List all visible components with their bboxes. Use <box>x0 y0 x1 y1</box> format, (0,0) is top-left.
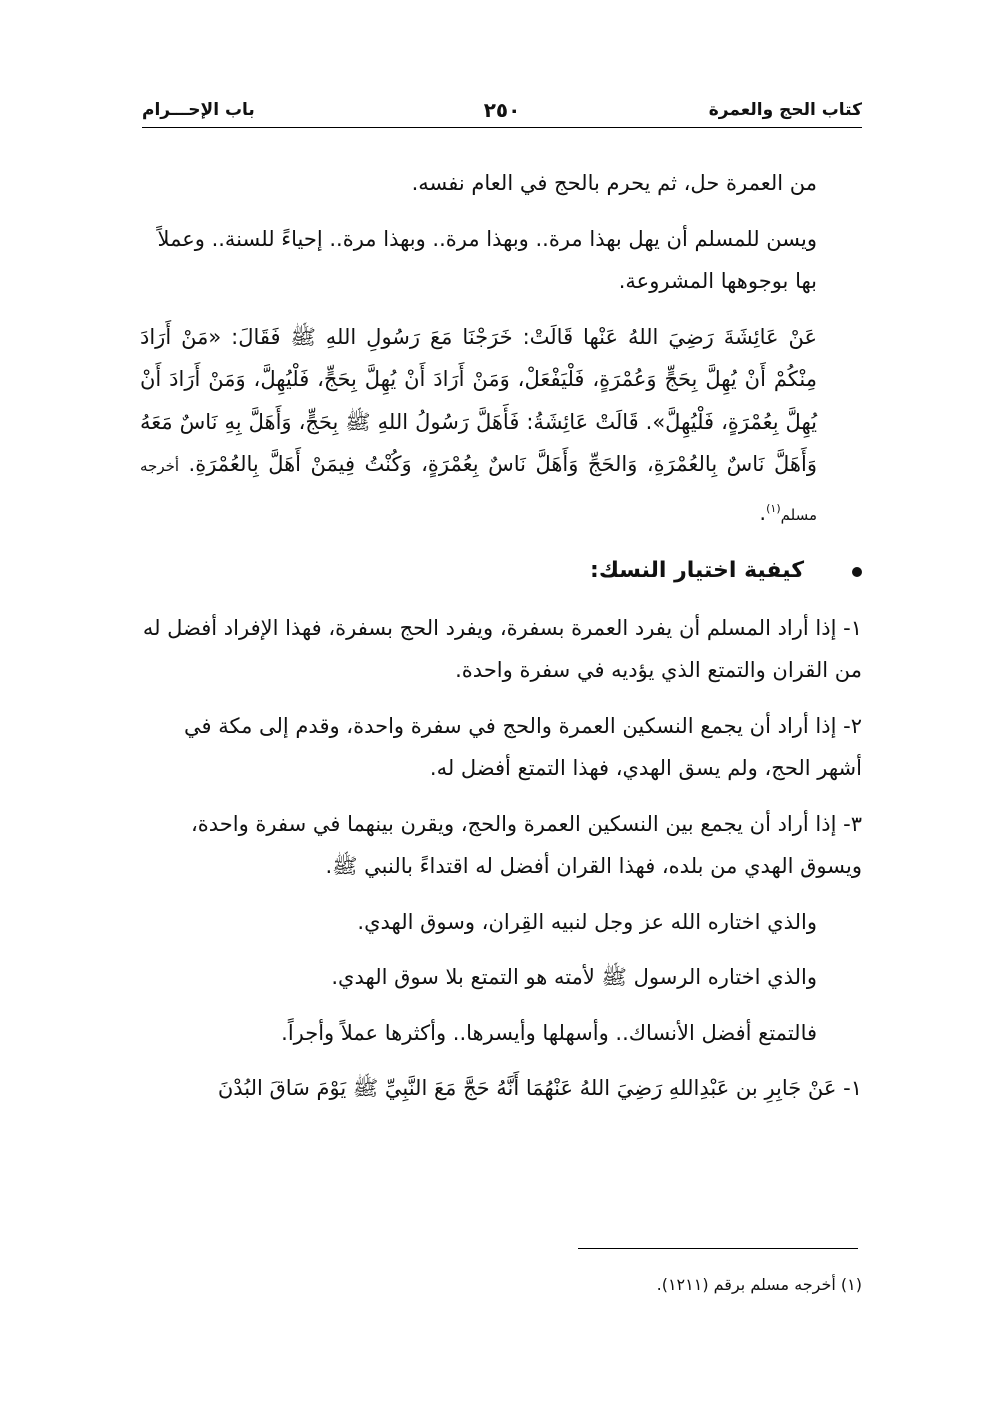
body-text <box>140 162 862 1110</box>
book-title: كتاب الحج والعمرة <box>708 100 862 120</box>
list-item-2-number: ٢- <box>836 713 862 738</box>
list-item-2 <box>140 705 862 790</box>
page-number: ٢٥٠ <box>483 98 521 122</box>
bullet-icon <box>852 567 862 577</box>
hadith-aisha-text: عَنْ عَائِشَةَ رَضِيَ اللهُ عَنْها قَالَتْ: خَرَجْنَا مَعَ رَسُولِ اللهِ ﷺ فَقَالَ: «مَنْ أَرَادَ مِنْكُمْ أَنْ يُهِلَّ بِحَجٍّ وَعُمْرَةٍ، فَلْيَفْعَلْ، وَمَنْ أَرَادَ أَنْ يُهِلَّ بِحَجٍّ، فَلْيُهِلَّ، وَمَنْ أَرَادَ أَنْ يُهِلَّ بِعُمْرَةٍ، فَلْيُهِلَّ». قَالَتْ عَائِشَةُ: فَأَهَلَّ رَسُولُ اللهِ ﷺ بِحَجٍّ، وَأَهَلَّ بِهِ نَاسٌ مَعَهُ وَأَهَلَّ نَاسٌ بِالعُمْرَةِ، وَالحَجِّ وَأَهَلَّ نَاسٌ بِعُمْرَةٍ، وَكُنْتُ فِيمَنْ أَهَلَّ بِالعُمْرَةِ. <box>140 324 817 476</box>
footnote-divider <box>578 1248 858 1249</box>
hadith-aisha <box>140 316 862 537</box>
paragraph-2: ويسن للمسلم أن يهل بهذا مرة.. وبهذا مرة.. وبهذا مرة.. إحياءً للسنة.. وعملاً بها بوجوهها المشروعة. <box>157 226 817 293</box>
list-item-1 <box>140 607 862 692</box>
header-divider <box>142 127 862 128</box>
chapter-title: باب الإحـــرام <box>142 100 255 120</box>
hadith-aisha-end: . <box>759 500 767 525</box>
list-item-1-text: إذا أراد المسلم أن يفرد العمرة بسفرة، ويفرد الحج بسفرة، فهذا الإفراد أفضل له من القران والتمتع الذي يؤديه في سفرة واحدة. <box>142 615 862 682</box>
paragraph-5: فالتمتع أفضل الأنساك.. وأسهلها وأيسرها.. وأكثرها عملاً وأجراً. <box>281 1020 817 1045</box>
hadith-jabir-text: عَنْ جَابِرِ بن عَبْدِاللهِ رَضِيَ اللهُ عَنْهُمَا أَنَّهُ حَجَّ مَعَ النَّبِيِّ ﷺ يَوْمَ سَاقَ البُدْنَ <box>217 1076 837 1100</box>
paragraph-4: والذي اختاره الرسول ﷺ لأمته هو التمتع بلا سوق الهدي. <box>331 965 817 989</box>
footnote-marker: (١) <box>766 501 781 515</box>
list-item-2-text: إذا أراد أن يجمع النسكين العمرة والحج في سفرة واحدة، وقدم إلى مكة في أشهر الحج، ولم يسق الهدي، فهذا التمتع أفضل له. <box>184 713 862 780</box>
list-item-3-text: إذا أراد أن يجمع بين النسكين العمرة والحج، ويقرن بينهما في سفرة واحدة، ويسوق الهدي من بلده، فهذا القران أفضل له اقتداءً بالنبي ﷺ. <box>190 811 862 878</box>
paragraph-1: من العمرة حل، ثم يحرم بالحج في العام نفسه. <box>411 171 817 195</box>
hadith-aisha-reference: أخرجه مسلم <box>140 457 817 524</box>
footnote: (١) أخرجه مسلم برقم (١٢١١). <box>656 1275 862 1294</box>
section-heading-text: كيفية اختيار النسك: <box>590 558 804 583</box>
list-item-3-number: ٣- <box>836 811 862 836</box>
list-item-3 <box>140 803 862 888</box>
hadith-jabir <box>140 1067 862 1110</box>
section-heading <box>140 550 862 593</box>
hadith-jabir-number: ١- <box>836 1076 862 1100</box>
paragraph-3: والذي اختاره الله عز وجل لنبيه القِران، وسوق الهدي. <box>357 909 817 934</box>
list-item-1-number: ١- <box>836 615 862 640</box>
running-header <box>142 94 862 124</box>
